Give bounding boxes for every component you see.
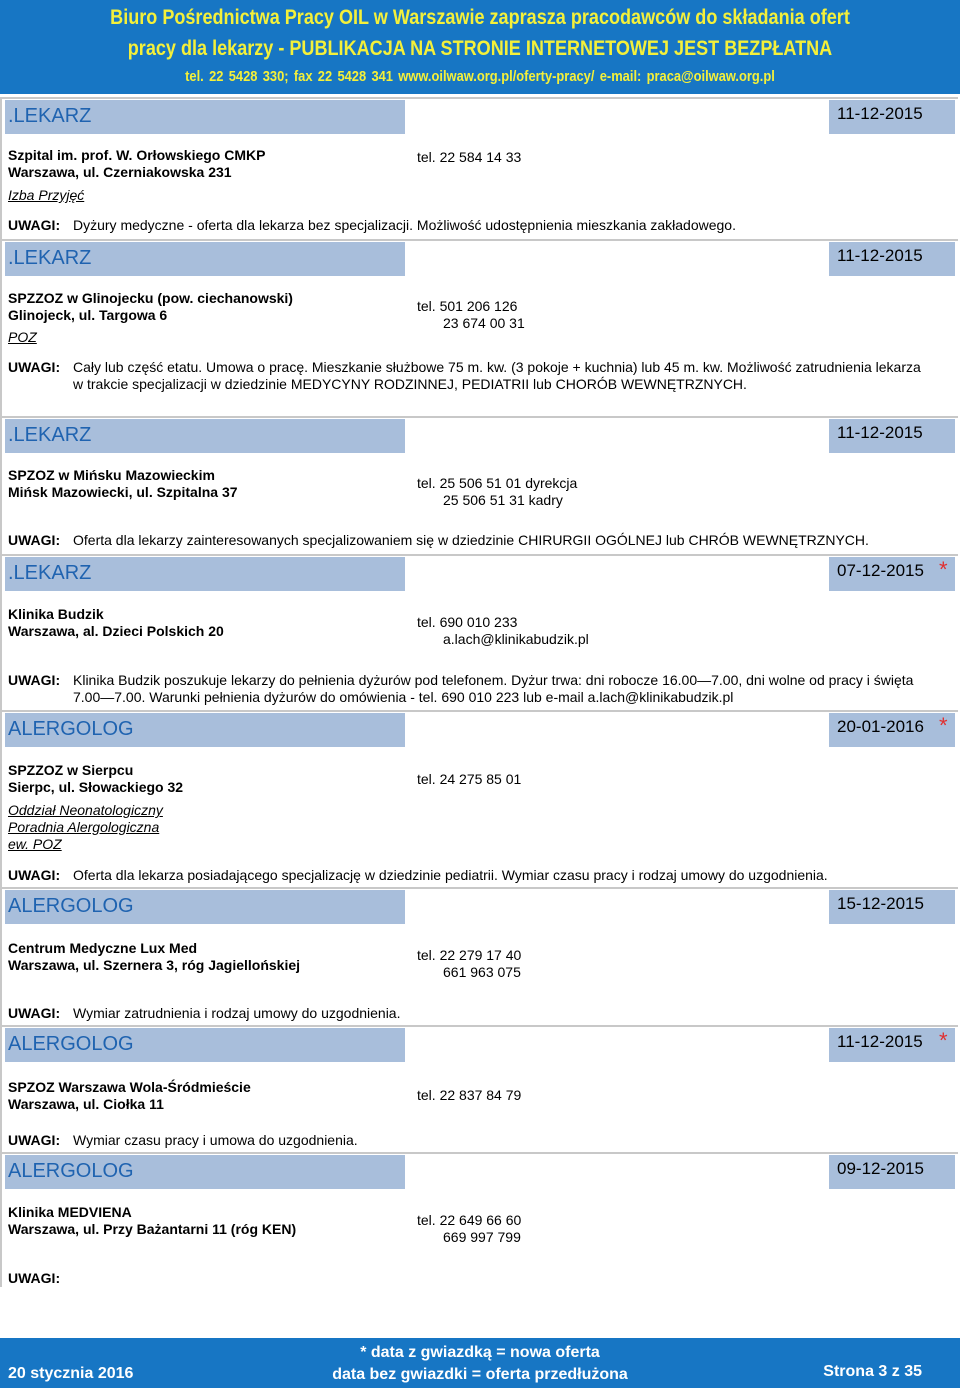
offer-date: 11-12-2015: [837, 423, 923, 442]
contact-line: tel. 690 010 233: [417, 614, 518, 630]
remarks: [8, 359, 933, 393]
employer-line: Warszawa, al. Dzieci Polskich 20: [8, 623, 224, 639]
offer-title: .LEKARZ: [8, 105, 92, 127]
contact-line: tel. 25 506 51 01 dyrekcja: [417, 475, 578, 491]
offer-date-box: [829, 1028, 955, 1062]
contact-line: tel. 22 279 17 40: [417, 947, 522, 963]
remarks: [8, 1005, 933, 1022]
contact: [417, 475, 577, 509]
new-offer-star: *: [939, 1028, 948, 1053]
offer-date-box: [829, 713, 955, 747]
remarks-label: UWAGI:: [8, 672, 61, 688]
offer-date-box: [829, 1155, 955, 1189]
department-list: [8, 187, 84, 204]
offer-title: ALERGOLOG: [8, 895, 134, 917]
employer-line: Mińsk Mazowiecki, ul. Szpitalna 37: [8, 484, 238, 500]
offer-title-bar: [5, 1028, 405, 1062]
offer-title: .LEKARZ: [8, 247, 92, 269]
offer-title: ALERGOLOG: [8, 1033, 134, 1055]
remarks-label: UWAGI:: [8, 532, 61, 548]
employer-line: Klinika MEDVIENA: [8, 1204, 132, 1220]
offer-title-bar: [5, 100, 405, 134]
contact-line: a.lach@klinikabudzik.pl: [443, 631, 589, 647]
divider: [0, 239, 958, 241]
remarks: [8, 672, 933, 706]
remarks-text: Klinika Budzik poszukuje lekarzy do pełnienia dyżurów pod telefonem. Dyżur trwa: dni robocze 16.00—7.00, dni wolne od pracy i święta 7.00—7.00. Warunki pełnienia dyżurów do omówienia - tel. 690 010 223 lub e-mail a.lach@klinikabudzik.pl: [73, 672, 914, 705]
remarks-text: Oferta dla lekarza posiadającego specjalizację w dziedzinie pediatrii. Wymiar czasu pracy i rodzaj umowy do uzgodnienia.: [73, 867, 828, 883]
contact: [417, 614, 589, 648]
employer: [8, 940, 300, 974]
legend-extended: data bez gwiazdki = oferta przedłużona: [332, 1366, 628, 1383]
employer-line: Warszawa, ul. Czerniakowska 231: [8, 164, 232, 180]
employer-line: SPZOZ Warszawa Wola-Śródmieście: [8, 1079, 251, 1095]
offer-title: ALERGOLOG: [8, 718, 134, 740]
offer-date-box: [829, 557, 955, 591]
divider: [0, 1152, 958, 1154]
left-border: [0, 97, 2, 1287]
remarks: [8, 867, 933, 884]
contact: [417, 149, 521, 166]
remarks: [8, 532, 933, 549]
employer: [8, 606, 224, 640]
employer-line: Glinojeck, ul. Targowa 6: [8, 307, 168, 323]
contact-line: 23 674 00 31: [443, 315, 525, 331]
remarks-text: Wymiar czasu pracy i umowa do uzgodnienia.: [73, 1132, 358, 1148]
offer-date-box: [829, 419, 955, 453]
divider: [0, 97, 958, 99]
contact: [417, 1087, 521, 1104]
legend-new: * data z gwiazdką = nowa oferta: [360, 1344, 600, 1361]
divider: [0, 710, 958, 712]
contact-line: tel. 22 649 66 60: [417, 1212, 522, 1228]
offer-date: 11-12-2015: [837, 246, 923, 265]
footer-date: 20 stycznia 2016: [8, 1365, 134, 1382]
offer-title-bar: [5, 242, 405, 276]
employer: [8, 290, 293, 324]
employer-line: Warszawa, ul. Szernera 3, róg Jagiellońskiej: [8, 957, 301, 973]
remarks-label: UWAGI:: [8, 867, 61, 883]
offer-title-bar: [5, 713, 405, 747]
contact: [417, 298, 525, 332]
offer-title-bar: [5, 890, 405, 924]
divider: [0, 416, 958, 418]
contact-line: tel. 501 206 126: [417, 298, 518, 314]
department-list: [8, 802, 163, 853]
new-offer-star: *: [939, 557, 948, 582]
remarks-text: Cały lub część etatu. Umowa o pracę. Mieszkanie służbowe 75 m. kw. (3 pokoje + kuchnia) lub 45 m. kw. Możliwość zatrudnienia lekarza w trakcie specjalizacji w dziedzinie MEDYCYNY RODZINNEJ, PEDIATRII lub CHORÓB WEWNĘTRZNYCH.: [73, 359, 921, 392]
department-link[interactable]: Izba Przyjęć: [8, 187, 85, 203]
employer-line: Warszawa, ul. Przy Bażantarni 11 (róg KEN): [8, 1221, 297, 1237]
footer-legend: [280, 1342, 680, 1386]
employer-line: SPZOZ w Mińsku Mazowieckim: [8, 467, 215, 483]
remarks-text: Wymiar zatrudnienia i rodzaj umowy do uzgodnienia.: [73, 1005, 401, 1021]
page-number: Strona 3 z 35: [823, 1363, 922, 1380]
offer-title: ALERGOLOG: [8, 1160, 134, 1182]
offer-title-bar: [5, 557, 405, 591]
offer-title-bar: [5, 1155, 405, 1189]
contact: [417, 771, 521, 788]
remarks-label: UWAGI:: [8, 1132, 61, 1148]
contact-line: tel. 22 837 84 79: [417, 1087, 522, 1103]
contact-line: 661 963 075: [443, 964, 521, 980]
remarks: [8, 1132, 933, 1149]
offer-date: 07-12-2015: [837, 561, 924, 580]
department-link[interactable]: Poradnia Alergologiczna: [8, 819, 160, 835]
divider: [0, 887, 958, 889]
banner-title-line1: Biuro Pośrednictwa Pracy OIL w Warszawie zaprasza pracodawców do składania ofert: [110, 6, 850, 29]
employer-line: Sierpc, ul. Słowackiego 32: [8, 779, 184, 795]
contact-line: 25 506 51 31 kadry: [443, 492, 563, 508]
divider: [0, 1025, 958, 1027]
contact-line: 669 997 799: [443, 1229, 521, 1245]
offer-date-box: [829, 100, 955, 134]
divider: [0, 554, 958, 556]
employer: [8, 147, 265, 181]
offer-date: 20-01-2016: [837, 717, 924, 736]
offer-date: 11-12-2015: [837, 1032, 923, 1051]
offer-date: 11-12-2015: [837, 104, 923, 123]
new-offer-star: *: [939, 713, 948, 738]
employer: [8, 1079, 251, 1113]
offer-date-box: [829, 890, 955, 924]
employer: [8, 762, 183, 796]
department-list: [8, 329, 37, 346]
remarks-label: UWAGI:: [8, 217, 61, 233]
footer: [0, 1338, 960, 1388]
employer-line: Warszawa, ul. Ciołka 11: [8, 1096, 164, 1112]
remarks-label: UWAGI:: [8, 359, 61, 375]
offer-date: 15-12-2015: [837, 894, 924, 913]
banner-title-line2: pracy dla lekarzy - PUBLIKACJA NA STRONIE INTERNETOWEJ JEST BEZPŁATNA: [127, 37, 833, 60]
department-link[interactable]: ew. POZ: [8, 836, 62, 852]
contact-line: tel. 24 275 85 01: [417, 771, 522, 787]
department-link[interactable]: POZ: [8, 329, 37, 345]
remarks-text: Oferta dla lekarzy zainteresowanych specjalizowaniem się w dziedzinie CHIRURGII OGÓLNEJ lub CHRÓB WEWNĘTRZNYCH.: [73, 532, 869, 548]
remarks-label: UWAGI:: [8, 1005, 61, 1021]
offer-title: .LEKARZ: [8, 424, 92, 446]
offer-date: 09-12-2015: [837, 1159, 924, 1178]
remarks-text: Dyżury medyczne - oferta dla lekarza bez specjalizacji. Możliwość udostępnienia mieszkania zakładowego.: [73, 217, 736, 233]
offer-title-bar: [5, 419, 405, 453]
offer-title: .LEKARZ: [8, 562, 92, 584]
employer: [8, 1204, 296, 1238]
employer-line: SPZZOZ w Sierpcu: [8, 762, 134, 778]
employer-line: Szpital im. prof. W. Orłowskiego CMKP: [8, 147, 266, 163]
contact: [417, 947, 521, 981]
remarks-label: UWAGI:: [8, 1270, 61, 1286]
header-banner: [0, 0, 960, 94]
remarks: [8, 217, 933, 234]
employer-line: SPZZOZ w Glinojecku (pow. ciechanowski): [8, 290, 293, 306]
offer-date-box: [829, 242, 955, 276]
department-link[interactable]: Oddział Neonatologiczny: [8, 802, 163, 818]
employer-line: Centrum Medyczne Lux Med: [8, 940, 198, 956]
contact-line: tel. 22 584 14 33: [417, 149, 522, 165]
employer-line: Klinika Budzik: [8, 606, 104, 622]
contact: [417, 1212, 521, 1246]
employer: [8, 467, 238, 501]
banner-contact: tel. 22 5428 330; fax 22 5428 341 www.oilwaw.org.pl/oferty-pracy/ e-mail: praca@oilwaw.org.pl: [185, 68, 775, 85]
